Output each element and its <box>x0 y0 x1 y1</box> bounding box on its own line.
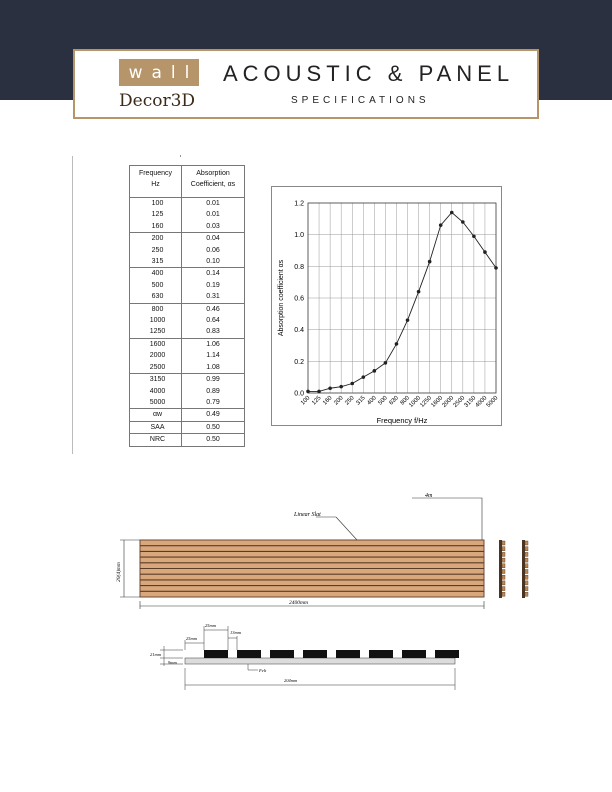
label-corner: 4m <box>425 493 433 499</box>
chart-x-tick-label: 500 <box>377 395 389 407</box>
label-width: 204mm <box>284 678 298 683</box>
chart-x-tick-label: 1600 <box>430 395 445 409</box>
cell-frequency: 160 <box>130 221 182 233</box>
chart-y-tick-label: 0.4 <box>294 327 304 335</box>
label-felt: Felt <box>259 668 267 673</box>
logo-decor3d: Decor3D <box>119 91 196 111</box>
cell-frequency: 1600 <box>130 338 182 350</box>
col-header-absorption: Absorption Coefficient, αs <box>182 166 245 198</box>
chart-x-tick-label: 125 <box>311 395 323 407</box>
chart-x-tick-label: 315 <box>355 395 367 407</box>
label-gap: 13mm <box>230 630 241 635</box>
cell-coefficient: 0.89 <box>182 386 245 397</box>
chart-x-tick-label: 5000 <box>485 395 500 409</box>
side-slat <box>502 592 505 596</box>
cell-coefficient: 1.06 <box>182 338 245 350</box>
chart-x-tick-label: 160 <box>322 395 334 407</box>
chart-x-tick-label: 1250 <box>419 395 434 409</box>
chart-y-tick-label: 0.8 <box>294 263 304 271</box>
chart-x-tick-label: 1000 <box>408 395 423 409</box>
side-slat <box>502 541 505 545</box>
section-slat <box>237 650 261 658</box>
side-slat <box>502 570 505 574</box>
side-profile-right <box>522 540 528 598</box>
section-slat <box>303 650 327 658</box>
chart-x-tick-label: 630 <box>388 395 400 407</box>
side-slat <box>525 587 528 591</box>
side-slat <box>525 575 528 579</box>
cell-coefficient: 0.04 <box>182 233 245 245</box>
label-slat-height: 25mm <box>186 636 197 641</box>
side-backing <box>499 540 502 598</box>
page-subtitle: SPECIFICATIONS <box>291 95 430 106</box>
cell-frequency: 315 <box>130 256 182 268</box>
cell-frequency: 100 <box>130 198 182 210</box>
cell-frequency: 250 <box>130 245 182 256</box>
cell-coefficient: 0.19 <box>182 280 245 291</box>
cell-coefficient: 0.99 <box>182 374 245 386</box>
chart-y-label: Absorption coefficient αs <box>278 259 285 337</box>
side-slat <box>525 541 528 545</box>
chart-y-tick-label: 0.2 <box>294 358 304 366</box>
chart-x-tick-label: 3150 <box>463 395 478 409</box>
label-depth-b: 9mm <box>168 660 177 665</box>
chart-x-tick-label: 4000 <box>474 395 489 409</box>
chart-y-tick-label: 0.0 <box>294 390 304 398</box>
side-slat <box>525 564 528 568</box>
cell-frequency: αw <box>130 409 182 421</box>
chart-y-tick-label: 0.6 <box>294 295 304 303</box>
cell-frequency: 3150 <box>130 374 182 386</box>
cell-frequency: 5000 <box>130 397 182 409</box>
label-depth-a: 21mm <box>150 652 161 657</box>
chart-x-tick-label: 250 <box>344 395 356 407</box>
chart-y-tick-label: 1.0 <box>294 232 304 240</box>
side-slat <box>525 592 528 596</box>
cell-coefficient: 0.10 <box>182 256 245 268</box>
cell-frequency: 200 <box>130 233 182 245</box>
chart-x-tick-label: 100 <box>300 395 312 407</box>
cell-frequency: 400 <box>130 268 182 280</box>
section-slats <box>204 650 459 658</box>
slat-leader-line <box>336 517 357 540</box>
side-slat <box>502 581 505 585</box>
section-slat <box>369 650 393 658</box>
corner-leader-line <box>412 498 482 540</box>
side-slat <box>525 581 528 585</box>
cell-coefficient: 0.83 <box>182 326 245 338</box>
logo-wall-text: wall <box>128 62 199 83</box>
cell-coefficient: 0.01 <box>182 198 245 210</box>
side-profile-left <box>499 540 505 598</box>
cell-coefficient: 1.08 <box>182 362 245 374</box>
cell-frequency: NRC <box>130 434 182 446</box>
section-slat <box>435 650 459 658</box>
chart-x-label: Frequency f/Hz <box>376 416 428 425</box>
chart-x-tick-label: 200 <box>333 395 345 407</box>
cell-frequency: 2500 <box>130 362 182 374</box>
cell-frequency: 1250 <box>130 326 182 338</box>
cell-coefficient: 0.01 <box>182 209 245 220</box>
section-slat <box>402 650 426 658</box>
cell-coefficient: 0.50 <box>182 421 245 433</box>
cell-coefficient: 0.49 <box>182 409 245 421</box>
cell-frequency: 2000 <box>130 350 182 361</box>
chart-x-tick-label: 2500 <box>452 395 467 409</box>
side-slat <box>502 558 505 562</box>
label-slat-width: 25mm <box>205 623 216 628</box>
side-slat <box>502 587 505 591</box>
felt-leader-line <box>248 664 258 670</box>
chart-x-tick-label: 2000 <box>441 395 456 409</box>
cell-frequency: 630 <box>130 291 182 303</box>
side-slat <box>502 564 505 568</box>
cell-coefficient: 0.14 <box>182 268 245 280</box>
cell-coefficient: 0.50 <box>182 434 245 446</box>
cell-coefficient: 0.64 <box>182 315 245 326</box>
cell-frequency: 800 <box>130 303 182 315</box>
cell-frequency: 1000 <box>130 315 182 326</box>
col-header-frequency: Frequency Hz <box>130 166 182 198</box>
side-slat <box>502 575 505 579</box>
label-linear-slat: Linear Slat <box>294 512 321 518</box>
side-backing <box>522 540 525 598</box>
side-slat <box>525 570 528 574</box>
cell-coefficient: 0.46 <box>182 303 245 315</box>
side-slat <box>502 552 505 556</box>
cell-frequency: SAA <box>130 421 182 433</box>
cell-coefficient: 0.31 <box>182 291 245 303</box>
side-slat <box>525 547 528 551</box>
label-height: 20(4)mm <box>116 562 122 582</box>
cell-coefficient: 0.06 <box>182 245 245 256</box>
side-slat <box>525 558 528 562</box>
chart-y-tick-label: 1.2 <box>294 200 304 208</box>
label-length: 2400mm <box>289 600 308 606</box>
section-slat <box>204 650 228 658</box>
cell-frequency: 500 <box>130 280 182 291</box>
page-title: ACOUSTIC & PANEL <box>223 61 515 86</box>
cell-coefficient: 0.03 <box>182 221 245 233</box>
side-slat <box>502 547 505 551</box>
cell-coefficient: 0.79 <box>182 397 245 409</box>
section-slat <box>336 650 360 658</box>
cell-frequency: 4000 <box>130 386 182 397</box>
section-felt-backing <box>185 658 455 664</box>
chart-x-tick-label: 800 <box>399 395 411 407</box>
section-slat <box>270 650 294 658</box>
cell-frequency: 125 <box>130 209 182 220</box>
cell-coefficient: 1.14 <box>182 350 245 361</box>
side-slat <box>525 552 528 556</box>
chart-x-tick-label: 400 <box>366 395 378 407</box>
